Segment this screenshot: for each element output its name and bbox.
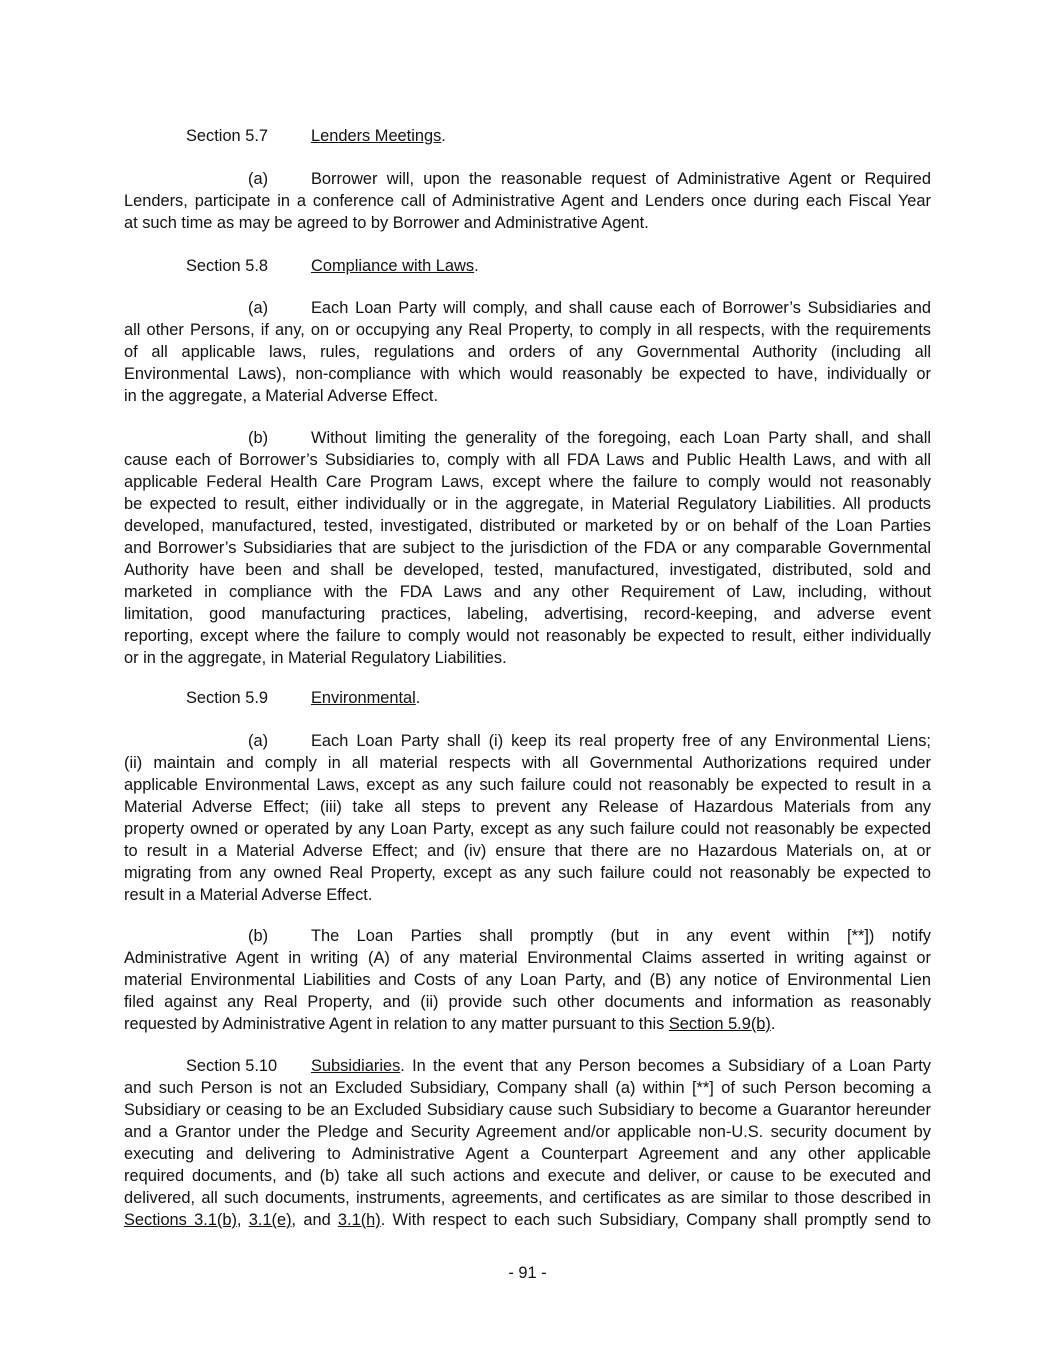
paragraph-line: property owned or operated by any Loan Party, except as any such failure could not reasonably be expected xyxy=(124,820,931,838)
section-title: Compliance with Laws xyxy=(311,257,475,275)
paragraph-line: and such Person is not an Excluded Subsidiary, Company shall (a) within [**] of such Person becoming a xyxy=(124,1079,931,1097)
section-5-9-heading: Section 5.9 Environmental. xyxy=(186,689,421,707)
paragraph-line: Sections 3.1(b), 3.1(e), and 3.1(h). With respect to each such Subsidiary, Company shall promptly send to xyxy=(124,1211,932,1229)
section-title: Environmental xyxy=(311,689,416,707)
section-5-7-heading: Section 5.7 Lenders Meetings. xyxy=(186,127,446,145)
cross-reference: Section 5.9(b) xyxy=(668,1015,771,1033)
section-number: Section 5.7 xyxy=(186,127,269,145)
paragraph-line: Material Adverse Effect; (iii) take all steps to prevent any Release of Hazardous Materials from any xyxy=(124,798,931,816)
paragraph-line: result in a Material Adverse Effect. xyxy=(124,886,373,904)
paragraph-line: Administrative Agent in writing (A) of any material Environmental Claims asserted in writing against or xyxy=(124,949,931,967)
paragraph-line: or in the aggregate, in Material Regulatory Liabilities. xyxy=(124,649,507,667)
page-number: - 91 - xyxy=(508,1264,547,1282)
paragraph-line: of all applicable laws, rules, regulations and orders of any Governmental Authority (including all xyxy=(124,343,931,361)
clause-label: (b) xyxy=(248,429,269,447)
paragraph-line: developed, manufactured, tested, investigated, distributed or marketed by or on behalf of the Loan Parties xyxy=(124,517,931,535)
section-title: Lenders Meetings xyxy=(311,127,442,145)
section-number: Section 5.8 xyxy=(186,257,269,275)
paragraph-line: marketed in compliance with the FDA Laws and any other Requirement of Law, including, without xyxy=(124,583,931,601)
clause-label: (a) xyxy=(248,732,269,750)
paragraph-line: Authority have been and shall be developed, tested, manufactured, investigated, distributed, sold and xyxy=(124,561,931,579)
paragraph-line: material Environmental Liabilities and Costs of any Loan Party, and (B) any notice of Environmental Lien xyxy=(124,971,931,989)
clause-label: (b) xyxy=(248,927,269,945)
paragraph-line: Environmental Laws), non-compliance with which would reasonably be expected to have, individually or xyxy=(124,365,931,383)
cross-reference: 3.1(h) xyxy=(337,1211,381,1229)
paragraph-first-line: Each Loan Party shall (i) keep its real property free of any Environmental Liens; xyxy=(311,732,931,750)
paragraph-line: to result in a Material Adverse Effect; and (iv) ensure that there are no Hazardous Materials on, at or xyxy=(124,842,931,860)
cross-reference: Sections 3.1(b) xyxy=(124,1211,237,1229)
cross-reference: 3.1(e) xyxy=(248,1211,292,1229)
paragraph-line: be expected to result, either individually or in the aggregate, in Material Regulatory Liabilities. All products xyxy=(124,495,931,513)
paragraph-line: and a Grantor under the Pledge and Security Agreement and/or applicable non-U.S. security document by xyxy=(124,1123,931,1141)
paragraph-line: applicable Environmental Laws, except as any such failure could not reasonably be expected to result in a xyxy=(124,776,931,794)
clause-label: (a) xyxy=(248,170,269,188)
paragraph-line: reporting, except where the failure to comply would not reasonably be expected to result, either individually xyxy=(124,627,931,645)
paragraph-first-line: Borrower will, upon the reasonable request of Administrative Agent or Required xyxy=(311,170,931,188)
paragraph-line: limitation, good manufacturing practices, labeling, advertising, record-keeping, and adverse event xyxy=(124,605,931,623)
paragraph-line: executing and delivering to Administrative Agent a Counterpart Agreement and any other applicable xyxy=(124,1145,931,1163)
paragraph-first-line: Each Loan Party will comply, and shall cause each of Borrower’s Subsidiaries and xyxy=(311,299,931,317)
section-number: Section 5.9 xyxy=(186,689,269,707)
clause-label: (a) xyxy=(248,299,269,317)
paragraph-line: (ii) maintain and comply in all material respects with all Governmental Authorizations required under xyxy=(124,754,931,772)
paragraph-line: migrating from any owned Real Property, except as any such failure could not reasonably be expected to xyxy=(124,864,931,882)
paragraph-line: delivered, all such documents, instruments, agreements, and certificates as are similar to those described in xyxy=(124,1189,931,1207)
paragraph-line: at such time as may be agreed to by Borrower and Administrative Agent. xyxy=(124,214,649,232)
section-5-10-heading: Section 5.10 Subsidiaries. In the event that any Person becomes a Subsidiary of a Loan Party xyxy=(186,1057,931,1075)
section-number: Section 5.10 xyxy=(186,1057,278,1075)
paragraph-line: filed against any Real Property, and (ii) provide such other documents and information as reasonably xyxy=(124,993,931,1011)
paragraph-first-line: The Loan Parties shall promptly (but in any event within [**]) notify xyxy=(311,927,931,945)
paragraph-line: all other Persons, if any, on or occupying any Real Property, to comply in all respects, with the requirements xyxy=(124,321,931,339)
paragraph-line: requested by Administrative Agent in relation to any matter pursuant to this Section 5.9(b). xyxy=(124,1015,776,1033)
paragraph-line: applicable Federal Health Care Program Laws, except where the failure to comply would not reasonably xyxy=(124,473,931,491)
paragraph-line: and Borrower’s Subsidiaries that are subject to the jurisdiction of the FDA or any comparable Governmental xyxy=(124,539,931,557)
section-title: Subsidiaries xyxy=(311,1057,401,1075)
paragraph-first-line: Without limiting the generality of the foregoing, each Loan Party shall, and shall xyxy=(311,429,931,447)
paragraph-line: cause each of Borrower’s Subsidiaries to, comply with all FDA Laws and Public Health Laws, and with all xyxy=(124,451,931,469)
paragraph-line: required documents, and (b) take all such actions and execute and deliver, or cause to be executed and xyxy=(124,1167,931,1185)
paragraph-line: in the aggregate, a Material Adverse Effect. xyxy=(124,387,439,405)
paragraph-line: Subsidiary or ceasing to be an Excluded Subsidiary cause such Subsidiary to become a Guarantor hereunder xyxy=(124,1101,931,1119)
paragraph-line: Lenders, participate in a conference call of Administrative Agent and Lenders once during each Fiscal Year xyxy=(124,192,931,210)
section-5-8-heading: Section 5.8 Compliance with Laws. xyxy=(186,257,479,275)
